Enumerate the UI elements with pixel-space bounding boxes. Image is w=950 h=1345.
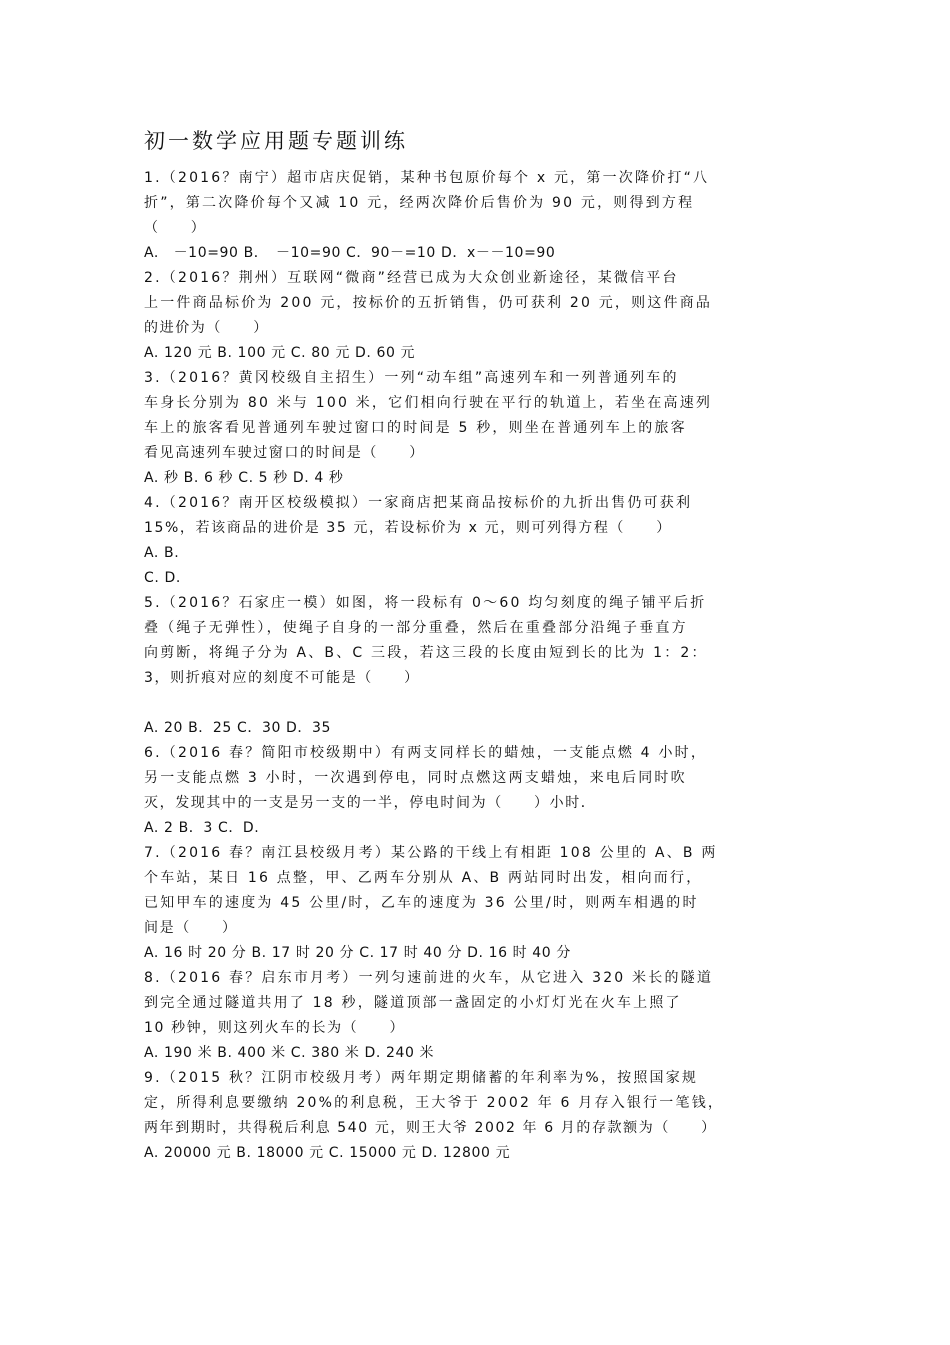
question-5-line-4: 3，则折痕对应的刻度不可能是（ ）	[144, 670, 420, 686]
question-8	[144, 966, 808, 1066]
question-3-line-2: 车身长分别为 80 米与 100 米，它们相向行驶在平行的轨道上，若坐在高速列	[144, 395, 713, 411]
question-5-line-3: 向剪断，将绳子分为 A、B、C 三段，若这三段的长度由短到长的比为 1：2：	[144, 645, 708, 661]
question-8-line-3: 10 秒钟，则这列火车的长为（ ）	[144, 1020, 406, 1036]
question-3-line-1: 3.（2016？黄冈校级自主招生）一列“动车组”高速列车和一列普通列车的	[144, 370, 679, 386]
question-5-options: A. 20 B．25 C．30 D．35	[144, 720, 331, 736]
question-5	[144, 591, 808, 741]
question-2	[144, 266, 808, 366]
question-6	[144, 741, 808, 841]
question-1-line-2: 折”，第二次降价每个又减 10 元，经两次降价后售价为 90 元，则得到方程	[144, 195, 695, 211]
question-6-line-3: 灭，发现其中的一支是另一支的一半，停电时间为（ ）小时．	[144, 795, 597, 811]
question-8-line-2: 到完全通过隧道共用了 18 秒，隧道顶部一盏固定的小灯灯光在火车上照了	[144, 995, 682, 1011]
question-4	[144, 491, 808, 591]
question-7-line-1: 7.（2016 春？南江县校级月考）某公路的干线上有相距 108 公里的 A、B 两	[144, 845, 718, 861]
document-page	[144, 126, 808, 1166]
question-1-line-3: （ ）	[144, 220, 207, 236]
question-7-line-3: 已知甲车的速度为 45 公里/时，乙车的速度为 36 公里/时，则两车相遇的时	[144, 895, 699, 911]
document-title: 初一数学应用题专题训练	[144, 129, 408, 153]
question-7-line-2: 个车站，某日 16 点整，甲、乙两车分别从 A、B 两站同时出发，相向而行，	[144, 870, 703, 886]
question-2-line-3: 的进价为（ ）	[144, 320, 269, 336]
question-7-line-4: 间是（ ）	[144, 920, 238, 936]
question-6-line-1: 6.（2016 春？简阳市校级期中）有两支同样长的蜡烛，一支能点燃 4 小时，	[144, 745, 708, 761]
question-7	[144, 841, 808, 966]
question-3-line-4: 看见高速列车驶过窗口的时间是（ ）	[144, 445, 425, 461]
question-9-line-1: 9.（2015 秋？江阴市校级月考）两年期定期储蓄的年利率为%，按照国家规	[144, 1070, 699, 1086]
question-3-options: A. 秒 B. 6 秒 C. 5 秒 D. 4 秒	[144, 470, 344, 486]
question-9-options: A. 20000 元 B. 18000 元 C. 15000 元 D. 12800 元	[144, 1145, 511, 1161]
question-1-options: A. －10=90 B． －10=90 C．90－=10 D．x－－10=90	[144, 245, 556, 261]
question-9-line-3: 两年到期时，共得税后利息 540 元，则王大爷 2002 年 6 月的存款额为（ ）	[144, 1120, 717, 1136]
question-9	[144, 1066, 808, 1166]
question-5-line-2: 叠（绳子无弹性），使绳子自身的一部分重叠，然后在重叠部分沿绳子垂直方	[144, 620, 688, 636]
question-8-options: A. 190 米 B. 400 米 C. 380 米 D. 240 米	[144, 1045, 435, 1061]
question-5-figure-space	[144, 691, 808, 716]
question-6-options: A. 2 B．3 C．D.	[144, 820, 260, 836]
question-3-line-3: 车上的旅客看见普通列车驶过窗口的时间是 5 秒，则坐在普通列车上的旅客	[144, 420, 687, 436]
question-7-options: A. 16 时 20 分 B. 17 时 20 分 C. 17 时 40 分 D. 16 时 40 分	[144, 945, 571, 961]
question-4-line-2: 15%，若该商品的进价是 35 元，若设标价为 x 元，则可列得方程（ ）	[144, 520, 672, 536]
question-2-options: A. 120 元 B. 100 元 C. 80 元 D. 60 元	[144, 345, 416, 361]
question-2-line-1: 2.（2016？荆州）互联网“微商”经营已成为大众创业新途径，某微信平台	[144, 270, 679, 286]
question-4-options-2: C. D.	[144, 570, 181, 586]
question-6-line-2: 另一支能点燃 3 小时，一次遇到停电，同时点燃这两支蜡烛，来电后同时吹	[144, 770, 687, 786]
question-8-line-1: 8.（2016 春？启东市月考）一列匀速前进的火车，从它进入 320 米长的隧道	[144, 970, 714, 986]
question-9-line-2: 定，所得利息要缴纳 20%的利息税，王大爷于 2002 年 6 月存入银行一笔钱，	[144, 1095, 725, 1111]
question-2-line-2: 上一件商品标价为 200 元，按标价的五折销售，仍可获利 20 元，则这件商品	[144, 295, 713, 311]
question-4-line-1: 4.（2016？南开区校级模拟）一家商店把某商品按标价的九折出售仍可获利	[144, 495, 693, 511]
question-5-line-1: 5.（2016？石家庄一模）如图，将一段标有 0～60 均匀刻度的绳子铺平后折	[144, 595, 707, 611]
question-3	[144, 366, 808, 491]
question-4-options-1: A. B.	[144, 545, 180, 561]
question-1-line-1: 1.（2016？南宁）超市店庆促销，某种书包原价每个 x 元，第一次降价打“八	[144, 170, 710, 186]
question-1	[144, 166, 808, 266]
